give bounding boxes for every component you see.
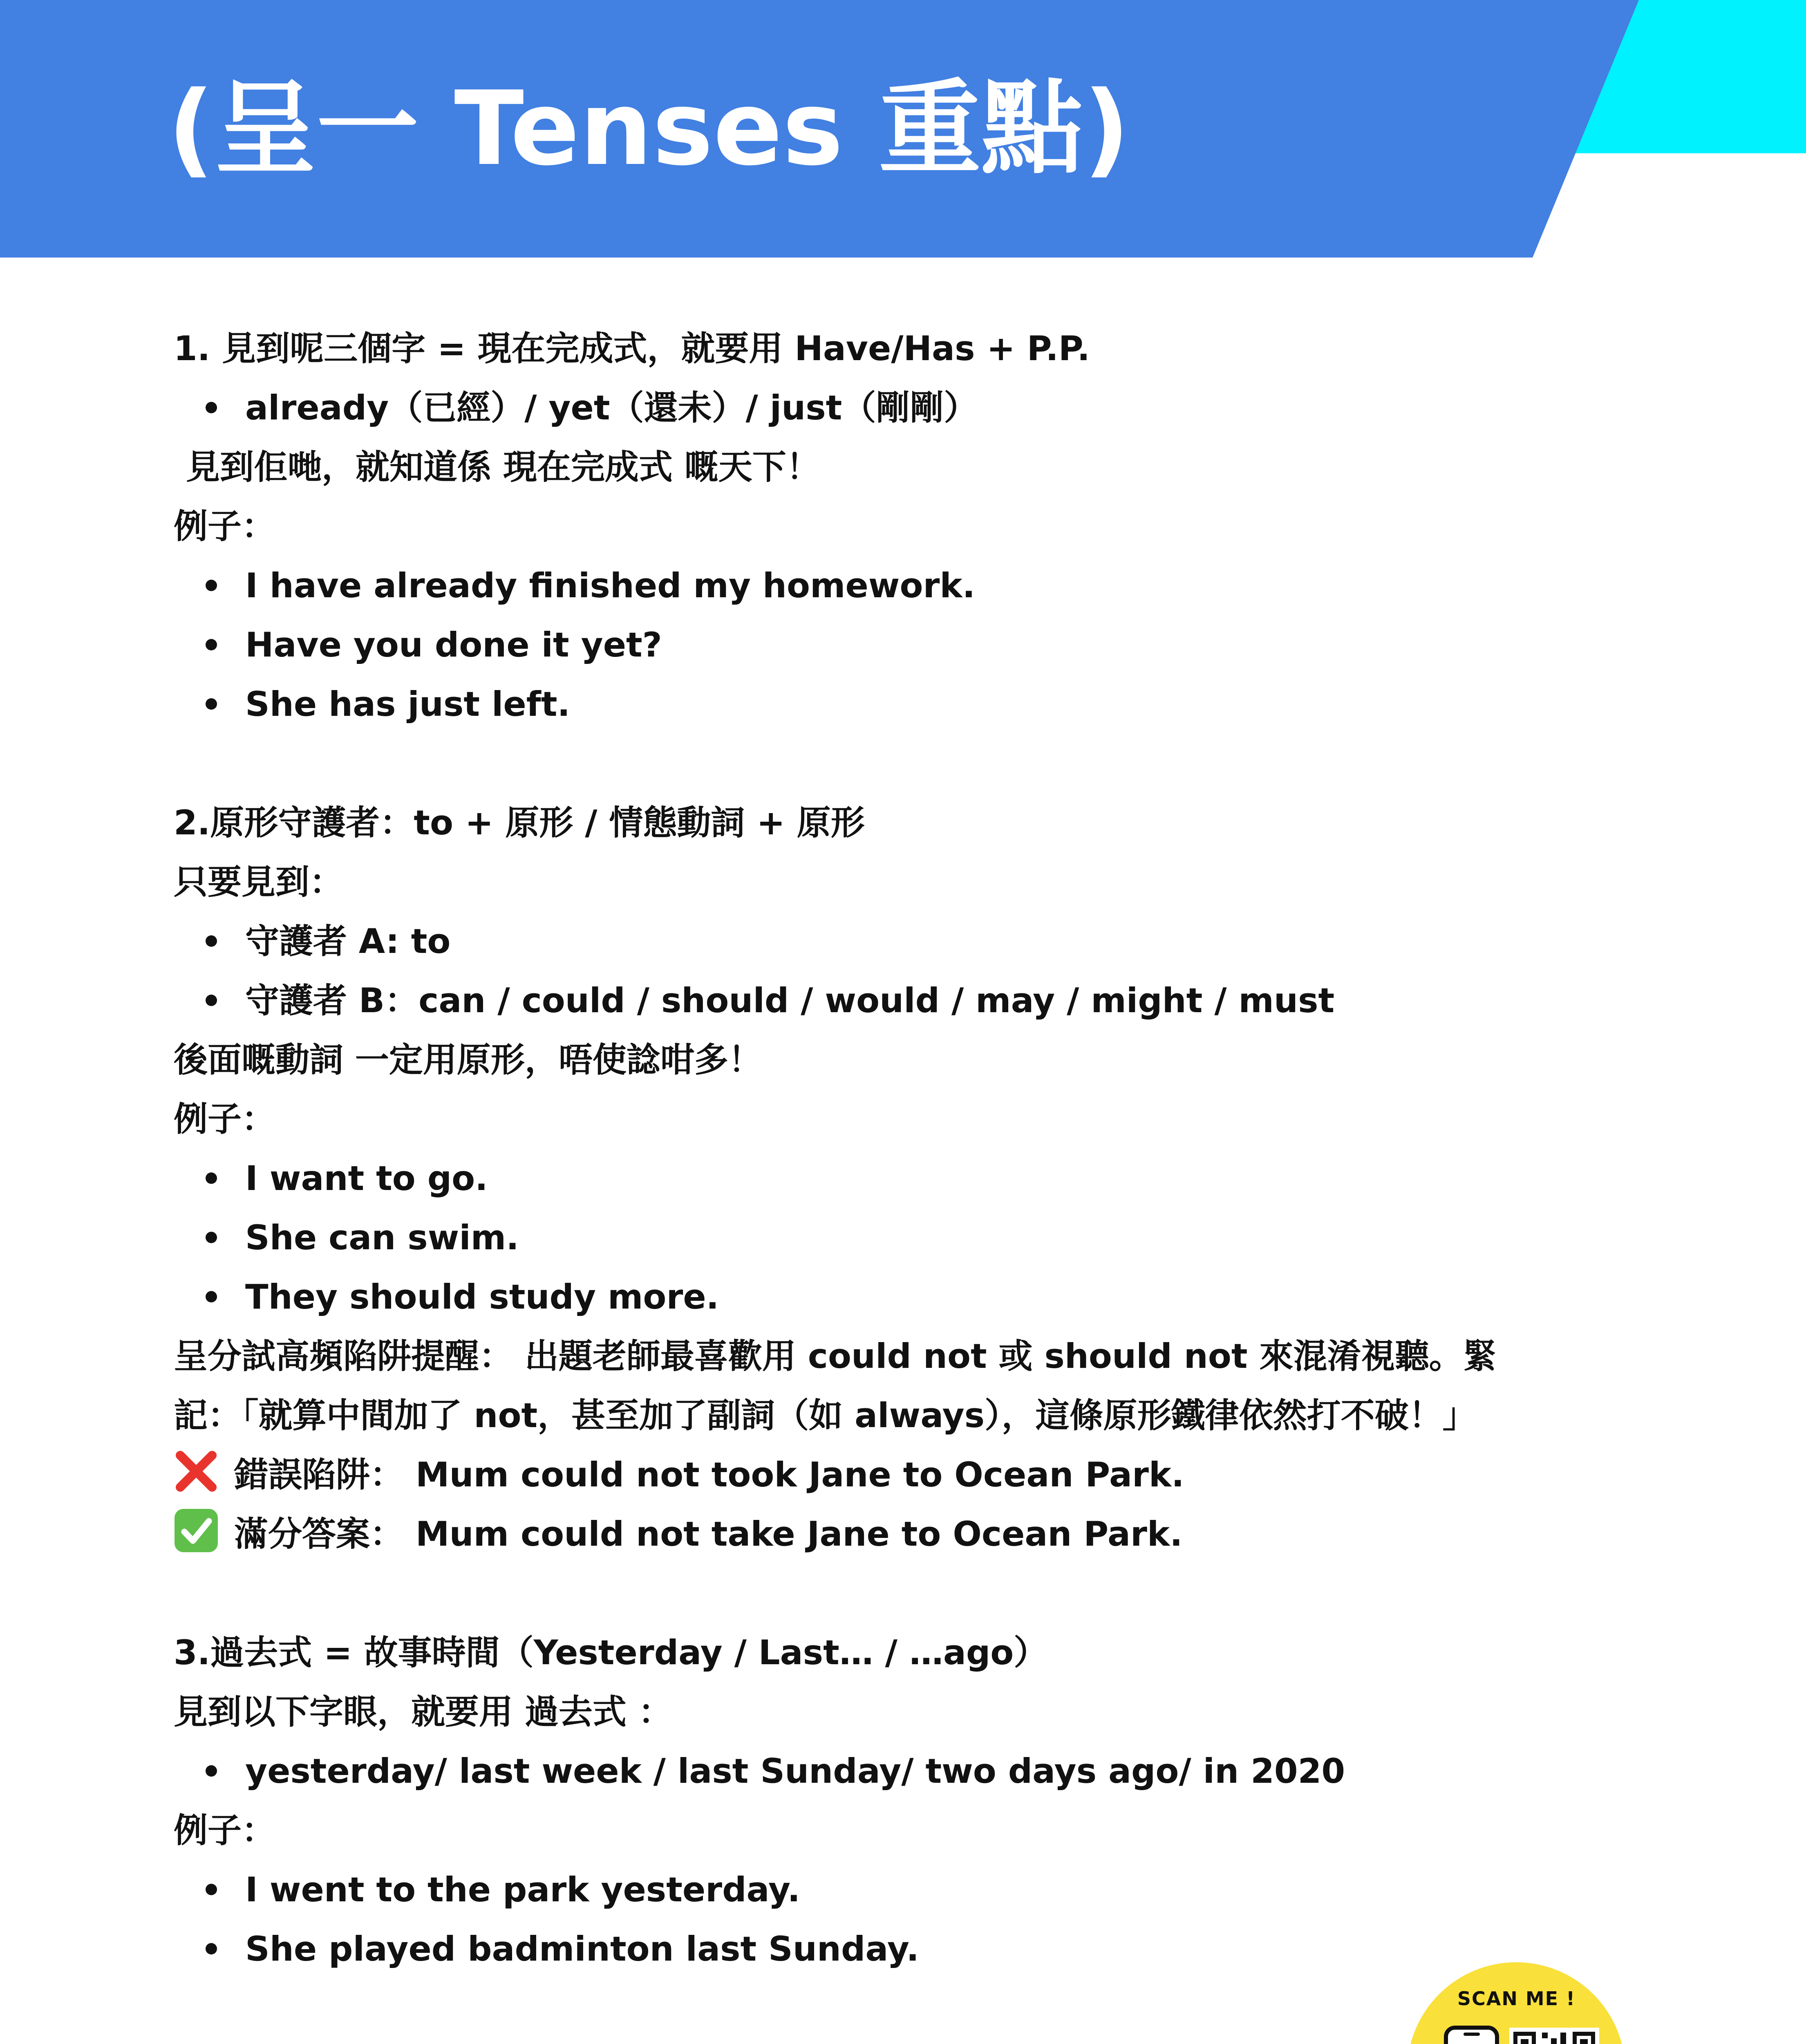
keyword-list-item: yesterday/ last week / last Sunday/ two days ago/ in 2020 xyxy=(174,1741,1645,1801)
section-present-perfect xyxy=(174,319,1645,734)
qr-code-badge[interactable] xyxy=(1407,1962,1626,2044)
wrong-answer-row xyxy=(174,1445,1645,1504)
example-item: She has just left. xyxy=(174,675,1645,734)
section-intro: 只要見到： xyxy=(174,862,343,902)
qr-code-icon xyxy=(1509,2028,1599,2044)
section-heading: 2.原形守護者：to + 原形 / 情態動詞 + 原形 xyxy=(174,803,865,843)
example-item: I want to go. xyxy=(174,1149,1645,1208)
example-item: I have already finished my homework. xyxy=(174,556,1645,615)
right-answer-row xyxy=(174,1504,1645,1564)
exam-tip-line: 記：「就算中間加了 not，甚至加了副詞（如 always），這條原形鐵律依然打不破！」 xyxy=(174,1396,1477,1435)
header-white-cut xyxy=(1533,153,1806,258)
right-answer-label: 滿分答案： xyxy=(234,1514,404,1554)
section-intro: 見到以下字眼，就要用 過去式 ： xyxy=(174,1692,672,1732)
section-base-form xyxy=(174,793,1645,1564)
page-title: (呈一 Tenses 重點) xyxy=(168,69,1130,188)
scan-me-label: SCAN ME ! xyxy=(1457,1988,1576,2010)
section-heading: 3.過去式 = 故事時間（Yesterday / Last… / …ago） xyxy=(174,1633,1048,1672)
guard-list-item: 守護者 A: to xyxy=(174,912,1645,971)
example-label: 例子： xyxy=(174,507,275,546)
exam-tip-line: 呈分試高頻陷阱提醒： 出題老師最喜歡用 could not 或 should not 來混淆視聽。緊 xyxy=(174,1336,1497,1376)
section-note: 見到佢哋，就知道係 現在完成式 嘅天下！ xyxy=(186,447,820,487)
section-spacer xyxy=(174,1564,1645,1623)
right-answer-text: Mum could not take Jane to Ocean Park. xyxy=(415,1514,1183,1554)
example-label: 例子： xyxy=(174,1099,275,1139)
main-content xyxy=(174,319,1645,2044)
example-item: I went to the park yesterday. xyxy=(174,1860,1645,1919)
example-item: They should study more. xyxy=(174,1267,1645,1327)
example-label: 例子： xyxy=(174,1811,275,1850)
keyword-list-item: already（已經）/ yet（還未）/ just（剛剛） xyxy=(174,378,1645,437)
example-item: Have you done it yet? xyxy=(174,615,1645,675)
section-heading: 1. 見到呢三個字 = 現在完成式，就要用 Have/Has + P.P. xyxy=(174,329,1090,368)
example-item: She played badminton last Sunday. xyxy=(174,1919,1645,1979)
section-spacer xyxy=(174,734,1645,793)
green-check-mark-icon xyxy=(174,1508,219,1553)
section-note: 後面嘅動詞 一定用原形，唔使諗咁多！ xyxy=(174,1040,762,1080)
guard-list-item: 守護者 B：can / could / should / would / may / might / must xyxy=(174,971,1645,1030)
wrong-answer-label: 錯誤陷阱： xyxy=(234,1455,404,1495)
wrong-answer-text: Mum could not took Jane to Ocean Park. xyxy=(415,1455,1184,1495)
section-past-tense xyxy=(174,1623,1645,1979)
page-header xyxy=(0,0,1806,258)
example-item: She can swim. xyxy=(174,1208,1645,1267)
red-cross-mark-icon xyxy=(174,1449,219,1494)
